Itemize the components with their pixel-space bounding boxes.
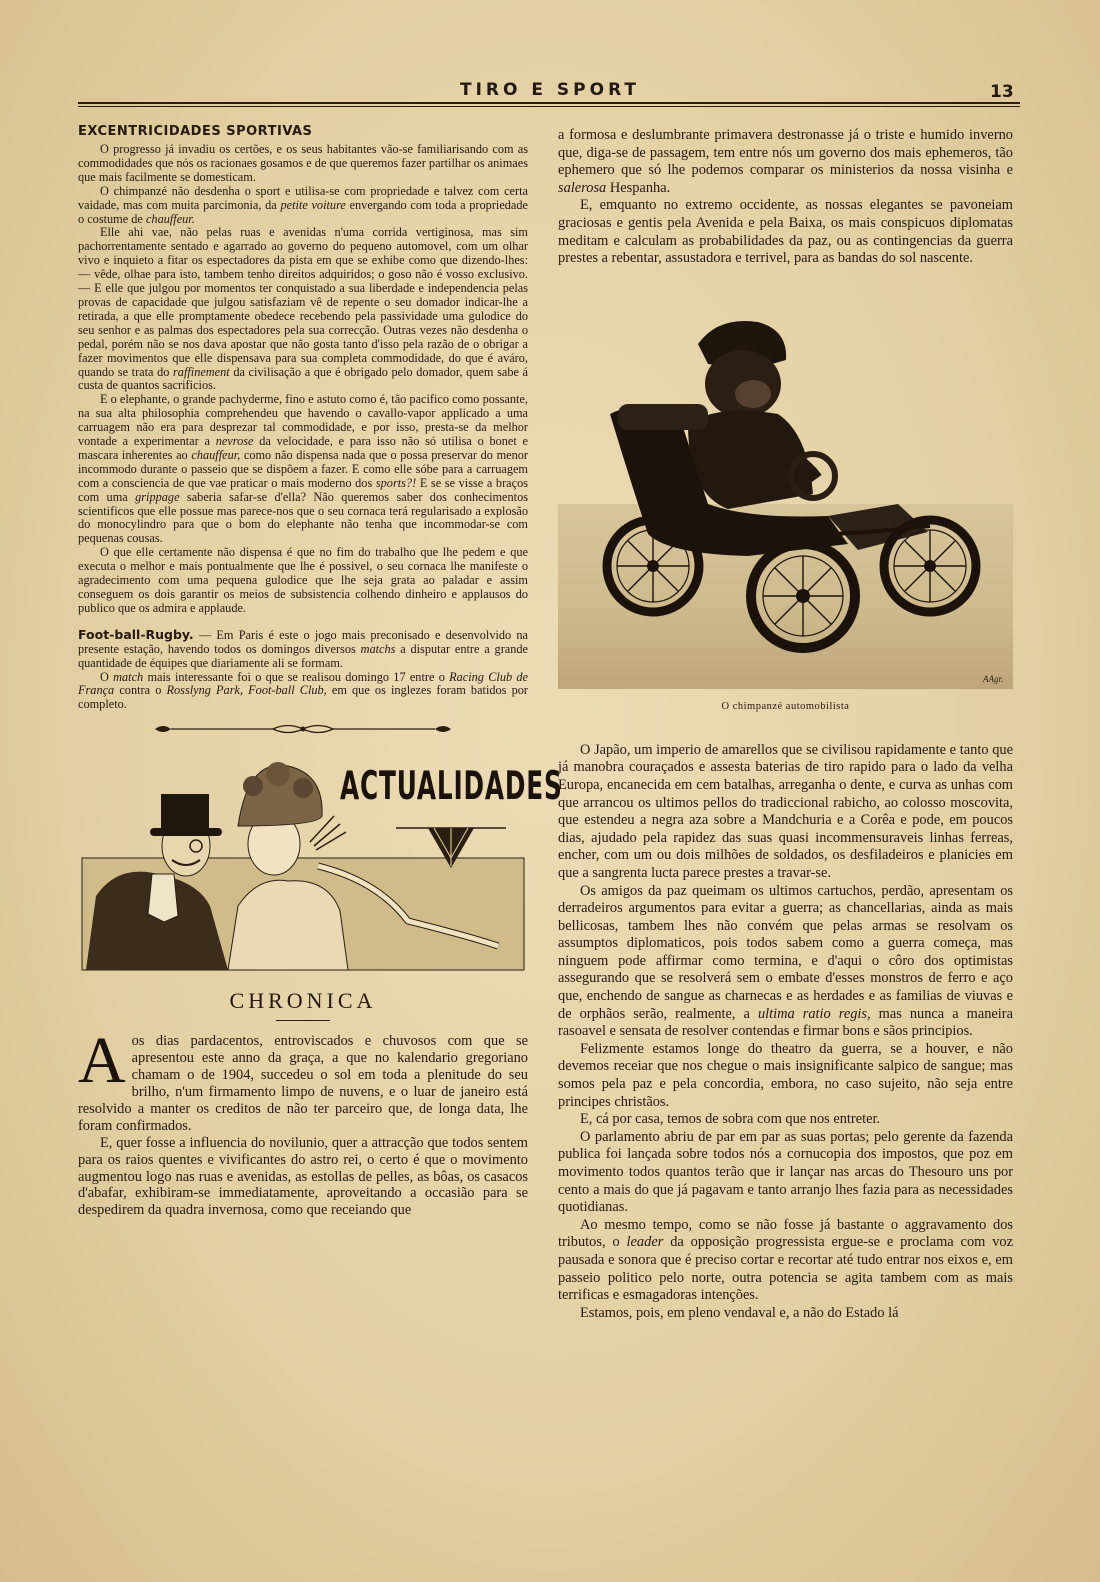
text: E o elephante, o grande pachyderme, fino e astuto como é, tão pacifico como possante, na sua alta philosophia comprehendeu que havendo o cavallo-vapor applicado a uma carruagem não era para desprezar tal commodidade, e por isso, presta-se da melhor vontade a experimentar a: [78, 392, 528, 449]
text: Felizmente estamos longe do theatro da guerra, se a houver, e não devemos receiar que nos chegue o mais insignificante salpico de sangue; mas somos pela paz e pela concordia, embora, no caso sujeito, não seja entre principes christãos.: [558, 1040, 1013, 1110]
text: a disputar entre a grande quantidade de équipes que diariamente ali se formam.: [78, 641, 529, 670]
italic-term: ultima ratio regis,: [757, 1005, 871, 1022]
text: mas nunca a maneira rasoavel e sensata de resolver contendas e firmar bons e sãos principios.: [558, 1005, 1013, 1040]
text: a formosa e deslumbrante primavera destronasse já o triste e humido inverno que, diga-se de passagem, tem entre nós um governo dos mais ephemeros, tão ephemero que só lhe podemos comparar os ministerios da nossa visinha e: [558, 127, 1013, 179]
text: Ao mesmo tempo, como se não fosse já bastante o aggravamento dos tributos, o: [558, 1216, 1013, 1251]
text: O chimpanzé não desdenha o sport e utilisa-se com propriedade e talvez com certa vaidade, mas com muita parcimonia, da: [78, 183, 528, 212]
paragraph: [558, 883, 1013, 1041]
paragraph: [558, 1041, 1013, 1111]
text: da civilisação a que é obrigado pelo domador, quem sabe á custa de quantos sacrificios.: [78, 364, 529, 393]
ornament-divider: [153, 722, 453, 736]
actualidades-illustration: [78, 746, 563, 976]
text: E se se visse a braços com uma: [78, 475, 529, 504]
paragraph: [558, 742, 1013, 883]
chimpanzee-car-photo: [558, 304, 1013, 689]
right-column: [558, 127, 1013, 1322]
italic-term: raffinement: [173, 364, 230, 379]
text: E, cá por casa, temos de sobra com que nos entreter.: [580, 1111, 881, 1128]
italic-term: grippage: [135, 489, 180, 504]
section-heading-excentricidades: EXCENTRICIDADES SPORTIVAS: [78, 124, 313, 139]
chronica-paragraph: [78, 1135, 528, 1220]
text: O que elle certamente não dispensa é que no fim do trabalho que lhe pedem e que executa o melhor e mais pontualmente que lhe é possivel, o seu cornaca lhe manifeste o agradecimento com uma pequena gulodice que lhe seja grata ao paladar e assim conseguem os dois garantir os meios de subsistencia colhendo dinheiro e applausos do publico que os admira e applaude.: [78, 545, 528, 615]
text: — Em Paris é este o jogo mais preconisado e desenvolvido na presente estação, havendo todos os domingos diversos: [78, 627, 528, 656]
paragraph: [558, 1305, 1013, 1323]
italic-term: chauffeur.: [145, 211, 195, 226]
chronica-paragraph: [78, 1024, 528, 1134]
drop-cap: A: [78, 1024, 126, 1098]
text: O parlamento abriu de par em par as suas portas; pelo gerente da fazenda publica foi lançada sobre todos nós a cornucopia dos impostos, que poz em movimento todos quantos terão que ir lançar nas arcas do Thesouro uns por cento a mais do que já pagavam e tanto arranjo lhes fazia para as necessidades quotidianas.: [558, 1128, 1013, 1216]
text: contra o: [119, 683, 162, 698]
text: os dias pardacentos, entroviscados e chuvosos com que se apresentou este anno da graça, a que no kalendario gregoriano chamam o de 1904, succedeu o sol em toda a plenitude do seu brilho, n'um firmamento limpo de nuvens, e o luar de janeiro está resolvido a manter os creditos de não ter parceiro que, de longa data, lhe foram confirmados.: [78, 1033, 528, 1134]
text: envergando com toda a propriedade o costume de: [78, 197, 528, 226]
left-column: [78, 124, 563, 1219]
paragraph: [558, 127, 1013, 197]
italic-term: sports?!: [375, 475, 417, 490]
italic-term: salerosa: [558, 179, 607, 196]
paragraph: [558, 1111, 1013, 1129]
text: Elle ahi vae, não pelas ruas e avenidas n'uma corrida vertiginosa, mas sim pachorrentamente sentado e agarrado ao governo do pequeno automovel, com um olhar vivo e inquieto a fitar os espectadores da pista em que se exhibe como que dizendo-lhes: — vêde, olhae para isto, tambem tenho direitos adquiridos; o goso não é vosso exclusivo. — E elle que julgou por momentos ter conquistado a sua liberdade e independencia pelas provas de capacidade que julgou satisfaziam vê de repente o seu domador indicar-lhe a retirada, a que elle promptamente obedece recebendo pela passividade uma gulodice do seu senhor e as palmas dos espectadores pela sua correcção. Outras vezes não desdenha o pedal, porém não se nos dava apostar que não gosta tanto d'isso pela razão de o obrigar a fazer movimentos que elle dispensava para sua completa commodidade, do que é aváro, quando se trata do: [78, 225, 528, 379]
paragraph: [558, 197, 1013, 267]
text: Hespanha.: [609, 179, 671, 196]
page-number: 13: [990, 82, 1014, 102]
chronica-rule: [276, 1020, 330, 1021]
italic-term: match: [113, 669, 144, 684]
text: O progresso já invadiu os certões, e os seus habitantes vão-se familiarisando com as commodidades que nós os racionaes gosamos e de que queremos fazer partilhar os animaes que mais facilmente se domesticam.: [78, 142, 528, 184]
paragraph: [78, 185, 528, 227]
paragraph: [78, 546, 528, 616]
paragraph: [558, 1129, 1013, 1217]
paragraph: [78, 393, 528, 546]
italic-term: Rosslyng Park, Foot-ball Club,: [166, 683, 327, 698]
photo-caption: O chimpanzé automobilista: [721, 700, 850, 712]
text: em que os inglezes foram batidos por completo.: [78, 683, 528, 712]
run-in-heading: Foot-ball-Rugby.: [78, 626, 194, 642]
italic-term: chauffeur,: [191, 447, 241, 462]
artist-signature: AAgr.: [983, 673, 1004, 684]
paragraph: [78, 143, 528, 185]
text: mais interessante foi o que se realisou domingo 17 entre o: [147, 669, 445, 684]
italic-term: leader: [626, 1234, 664, 1251]
actualidades-title: ACTUALIDADES: [340, 764, 563, 810]
header-rule: [78, 102, 1020, 104]
italic-term: Racing Club de França: [78, 669, 528, 698]
text: saberia safar-se d'ella? Não queremos saber dos conhecimentos scientificos que elle possue mas parece-nos que o seu cornaca terá regularisado a explosão do monocylindro para que o bom do elephante não tenha que incommodar-se com pequenas cousas.: [78, 489, 529, 546]
italic-term: nevrose: [215, 434, 254, 449]
header-rule-thin: [78, 106, 1020, 107]
text: como não dispensa nada que o possa preservar do menor incommodo durante o passeio que se dispõem a fazer. E como elle sóbe para a carruagem com a consciencia de que vae praticar o mais moderno dos: [78, 447, 528, 490]
chronica-heading: CHRONICA: [229, 988, 377, 1014]
text: da velocidade, e para isso não só utilisa o bonet e mascara inherentes ao: [78, 434, 529, 462]
paragraph: [558, 1217, 1013, 1305]
paragraph-match: [78, 671, 528, 713]
text: Estamos, pois, em pleno vendaval e, a não do Estado lá: [580, 1304, 899, 1321]
text: O: [100, 669, 109, 684]
italic-term: petite voiture: [280, 197, 346, 212]
text: Os amigos da paz queimam os ultimos cartuchos, perdão, apresentam os derradeiros argumentos para evitar a guerra; as chancellarias, ainda as mais bellicosas, tambem lhes não convém que pelas armas se resolvam os assumptos diplomaticos, pois todos sabem como a guerra começa, mas ninguem pode affirmar como termina, e d'aqui o côro dos optimistas assegurando que se resolverá sem o embate d'esses monstros de ferro e aço que, enchendo de sangue as charnecas e as herdades e as familias de viuvas e de orphãos serão, realmente, a: [558, 882, 1013, 1022]
paragraph: [78, 226, 528, 393]
paragraph-football: [78, 628, 528, 671]
italic-term: matchs: [360, 641, 396, 656]
text: E, emquanto no extremo occidente, as nossas elegantes se pavoneiam graciosas e gentis pela Avenida e pela Baixa, os mais conspicuos diplomatas meditam e calculam as probabilidades da paz, ou as contingencias da guerra prestes a rebentar, assustadora e terrivel, para as bandas do sol nascente.: [558, 197, 1013, 267]
text: da opposição progressista ergue-se e proclama com voz pausada e sonora que é preciso cortar e recortar até tudo entrar nos eixos e, em passeio politico pelo norte, outra potencia se agita tambem com as mais terrificas e esmagadoras intenções.: [558, 1234, 1013, 1304]
page-header-title: TIRO E SPORT: [460, 80, 640, 100]
text: O Japão, um imperio de amarellos que se civilisou rapidamente e tanto que já manobra couraçados e assesta baterias de tiro rapido para o lado da velha Europa, encanecida em cem batalhas, arreganha o dente, e curva as unhas com que arrancou os ultimos pellos do tradiccional rabicho, ao colosso moscovita, que estendeu a negra aza sobre a Mandchuria e a Corêa e pode, em poucos dias, ajudado pela rapidez das suas quasi incommensuraveis linhas ferreas, encher, com um ou dois milhões de soldados, os desfiladeiros e planicies em que a sangrenta lucta parece prestes a travar-se.: [558, 741, 1013, 881]
chimpanzee-car-drawing: [558, 304, 1013, 689]
text: E, quer fosse a influencia do novilunio, quer a attracção que todos sentem para os raios quentes e vivificantes do astro rei, o certo é que o movimento augmentou logo nas ruas e avenidas, as estollas de pelles, as bôas, os casacos d'abafar, exhibiram-se immediatamente, aproveitando a occasião para se despedirem da quadra invernosa, como que receiando que: [78, 1134, 528, 1219]
